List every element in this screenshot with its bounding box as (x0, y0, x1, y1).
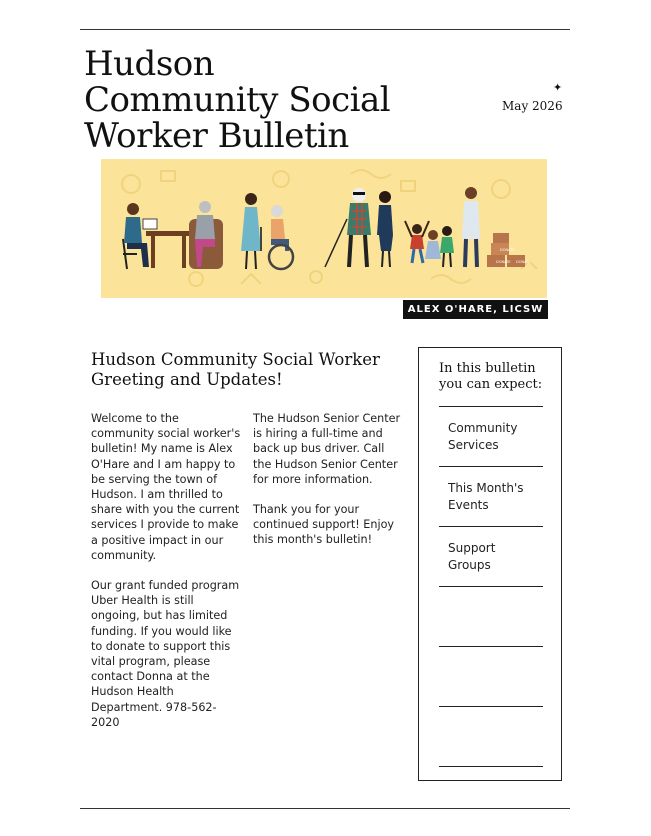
sidebar-divider (439, 646, 543, 647)
sidebar-item-this-months-events[interactable] (448, 480, 548, 514)
community-illustration (101, 159, 547, 298)
sidebar-divider (439, 526, 543, 527)
sidebar-divider (439, 586, 543, 587)
caregiver-icon (241, 193, 261, 269)
greeting-heading-line-1: Hudson Community Social Worker (91, 350, 380, 369)
issue-date: May 2026 (502, 99, 563, 113)
sidebar-item-label: Services (448, 438, 499, 452)
sidebar-title-line-2: you can expect: (439, 377, 543, 392)
helper-woman-icon (377, 191, 393, 267)
elderly-woman-icon (189, 201, 223, 269)
blind-man-icon (325, 188, 371, 267)
greeting-heading (91, 350, 391, 390)
sidebar-item-community-services[interactable] (448, 420, 548, 454)
sidebar-divider (439, 706, 543, 707)
thank-you-paragraph: Thank you for your continued support! Enjoy this month's bulletin! (253, 503, 395, 547)
sidebar-item-label: Support (448, 541, 496, 555)
welcome-paragraph: Welcome to the community social worker's bulletin! My name is Alex O'Hare and I am happy to be serving the town of Hudson. I am thrilled to share with you the current services I provide to make a positive impact in our community. (91, 412, 241, 562)
sidebar-divider (439, 406, 543, 407)
sidebar-title-line-1: In this bulletin (439, 361, 536, 376)
donation-boxes-icon (487, 233, 531, 267)
donate-label: DONATE (496, 260, 511, 264)
sparkle-icon: ✦ (553, 81, 563, 94)
wheelchair-user-icon (261, 205, 293, 269)
children-icon (405, 221, 454, 267)
sidebar-item-label: Events (448, 498, 489, 512)
top-rule (80, 29, 570, 30)
sidebar-divider (439, 766, 543, 767)
bulletin-contents-sidebar (418, 347, 562, 781)
donate-label: DONATE (516, 260, 531, 264)
uber-health-paragraph: Our grant funded program Uber Health is still ongoing, but has limited funding. If you would like to donate to support this vital program, please contact Donna at the Hudson Health Department. 978-562-2020 (91, 579, 240, 729)
bulletin-title (84, 46, 464, 154)
person-reading-icon (123, 203, 190, 269)
sidebar-item-label: Community (448, 421, 518, 435)
right-column (253, 411, 405, 563)
bottom-rule (80, 808, 570, 809)
volunteer-icon (462, 187, 480, 267)
senior-center-paragraph: The Hudson Senior Center is hiring a full-time and back up bus driver. Call the Hudson Senior Center for more information. (253, 412, 401, 486)
sidebar-divider (439, 466, 543, 467)
author-label: ALEX O'HARE, LICSW (403, 300, 548, 319)
left-column (91, 411, 243, 745)
sidebar-item-support-groups[interactable] (448, 540, 548, 574)
donate-label: DONATE (500, 248, 515, 252)
title-line-1: Hudson (84, 44, 215, 84)
greeting-heading-line-2: Greeting and Updates! (91, 370, 283, 389)
title-line-3: Worker Bulletin (84, 116, 349, 156)
title-line-2: Community Social (84, 80, 391, 120)
sidebar-item-label: Groups (448, 558, 491, 572)
sidebar-item-label: This Month's (448, 481, 524, 495)
banner-illustration (101, 159, 547, 298)
sidebar-title (439, 361, 549, 393)
